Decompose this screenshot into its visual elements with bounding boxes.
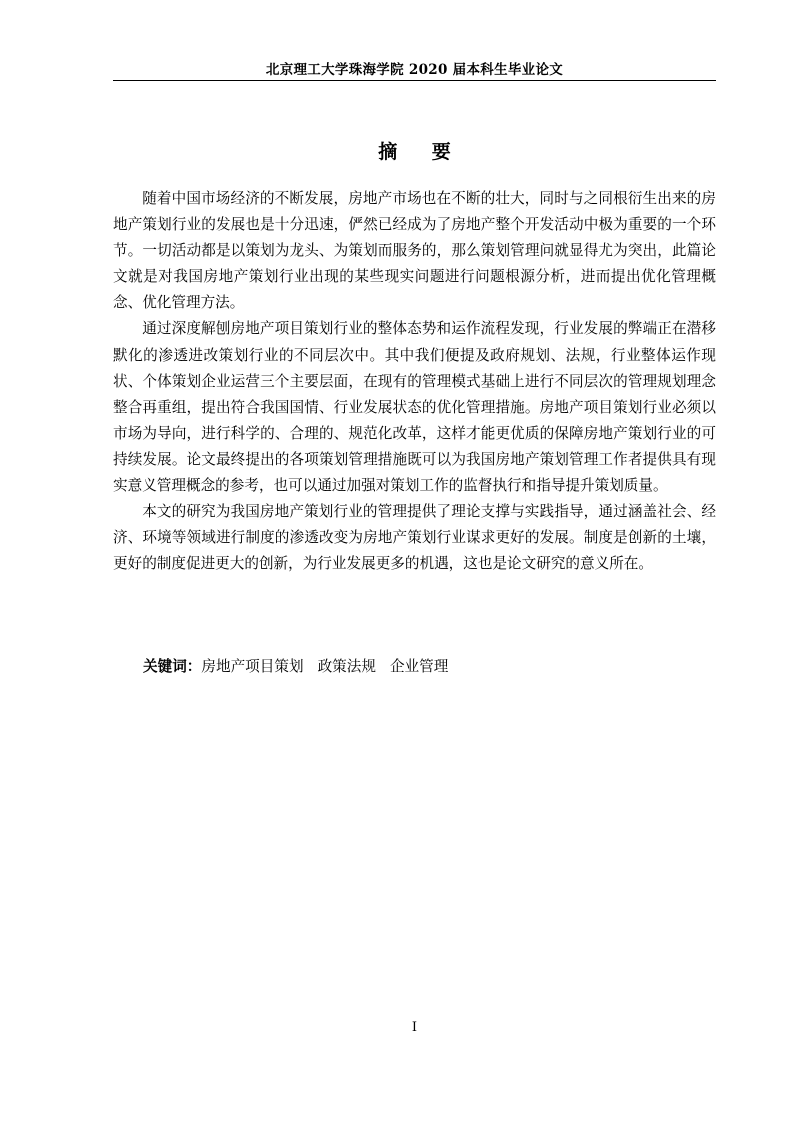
abstract-paragraph-2: 通过深度解刨房地产项目策划行业的整体态势和运作流程发现，行业发展的弊端正在潜移默化的渗透进改策划行业的不同层次中。其中我们便提及政府规划、法规，行业整体运作现状、个体策划企业运营三个主要层面，在现有的管理模式基础上进行不同层次的管理规划理念整合再重组，提出符合我国国情、行业发展状态的优化管理措施。房地产项目策划行业必须以市场为导向，进行科学的、合理的、规范化改革，这样才能更优质的保障房地产策划行业的可持续发展。论文最终提出的各项策划管理措施既可以为我国房地产策划管理工作者提供具有现实意义管理概念的参考，也可以通过加强对策划工作的监督执行和指导提升策划质量。 [113, 320, 716, 495]
abstract-heading: 摘 要 [378, 141, 465, 163]
page-number: I [411, 1020, 418, 1035]
keyword-item: 企业管理 [389, 658, 449, 675]
abstract-paragraph-1: 随着中国市场经济的不断发展，房地产市场也在不断的壮大，同时与之同根衍生出来的房地产策划行业的发展也是十分迅速，俨然已经成为了房地产整个开发活动中极为重要的一个环节。一切活动都是以策划为龙头、为策划而服务的，那么策划管理问就显得尤为突出，此篇论文就是对我国房地产策划行业出现的某些现实问题进行问题根源分析，进而提出优化管理概念、优化管理方法。 [113, 190, 716, 312]
keyword-item: 政策法规 [317, 658, 376, 675]
keywords-label: 关键词： [143, 658, 202, 675]
header-rule [113, 80, 716, 81]
keyword-item: 房地产项目策划 [201, 658, 304, 675]
abstract-paragraph-3: 本文的研究为我国房地产策划行业的管理提供了理论支撑与实践指导，通过涵盖社会、经济、环境等领域进行制度的渗透改变为房地产策划行业谋求更好的发展。制度是创新的土壤，更好的制度促进更大的创新，为行业发展更多的机遇，这也是论文研究的意义所在。 [113, 503, 716, 573]
keywords-line [143, 654, 716, 680]
abstract-body [113, 186, 716, 577]
running-header: 北京理工大学珠海学院 2020 届本科生毕业论文 [265, 62, 564, 78]
